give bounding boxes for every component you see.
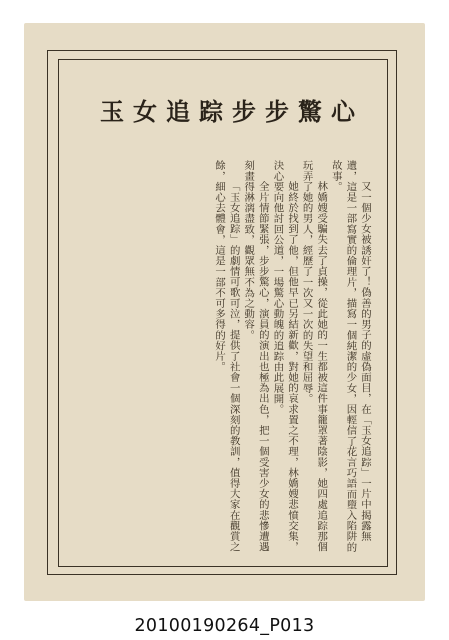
archive-id-caption: 20100190264_P013: [134, 616, 315, 636]
paragraph: 林嬌嫂受騙失去了貞操，從此她的一生都被這件事籠罩著陰影，她四處追踪那個玩弄了她的男人，經歷了一次又一次的失望和屈辱。: [300, 160, 328, 552]
paragraph: 她終於找到了他，但他早已另結新歡，對她的哀求置之不理，林嬌嫂悲憤交集，決心要向他討回公道，一場驚心動魄的追踪由此展開。: [271, 160, 299, 552]
paragraph: 「玉女追踪」的劇情可歌可泣，提供了社會一個深刻的教訓，值得大家在觀賞之餘，細心去體會，這是一部不可多得的好片。: [213, 160, 240, 552]
page-title: 玉女追踪步步驚心: [100, 97, 364, 126]
paragraph: 又一個少女被誘奸了！偽善的男子的虛偽面目，在「玉女追踪」一片中揭露無遺，這是一部寫實的倫理片，描寫一個純潔的少女，因輕信了花言巧語而墮入陷阱的故事。: [329, 160, 371, 553]
body-text-block: [78, 160, 372, 555]
paragraph: 全片情節緊張，步步驚心，演員的演出也極為出色，把一個受害少女的悲慘遭遇刻畫得淋漓盡致，觀眾無不為之動容。: [242, 160, 269, 552]
